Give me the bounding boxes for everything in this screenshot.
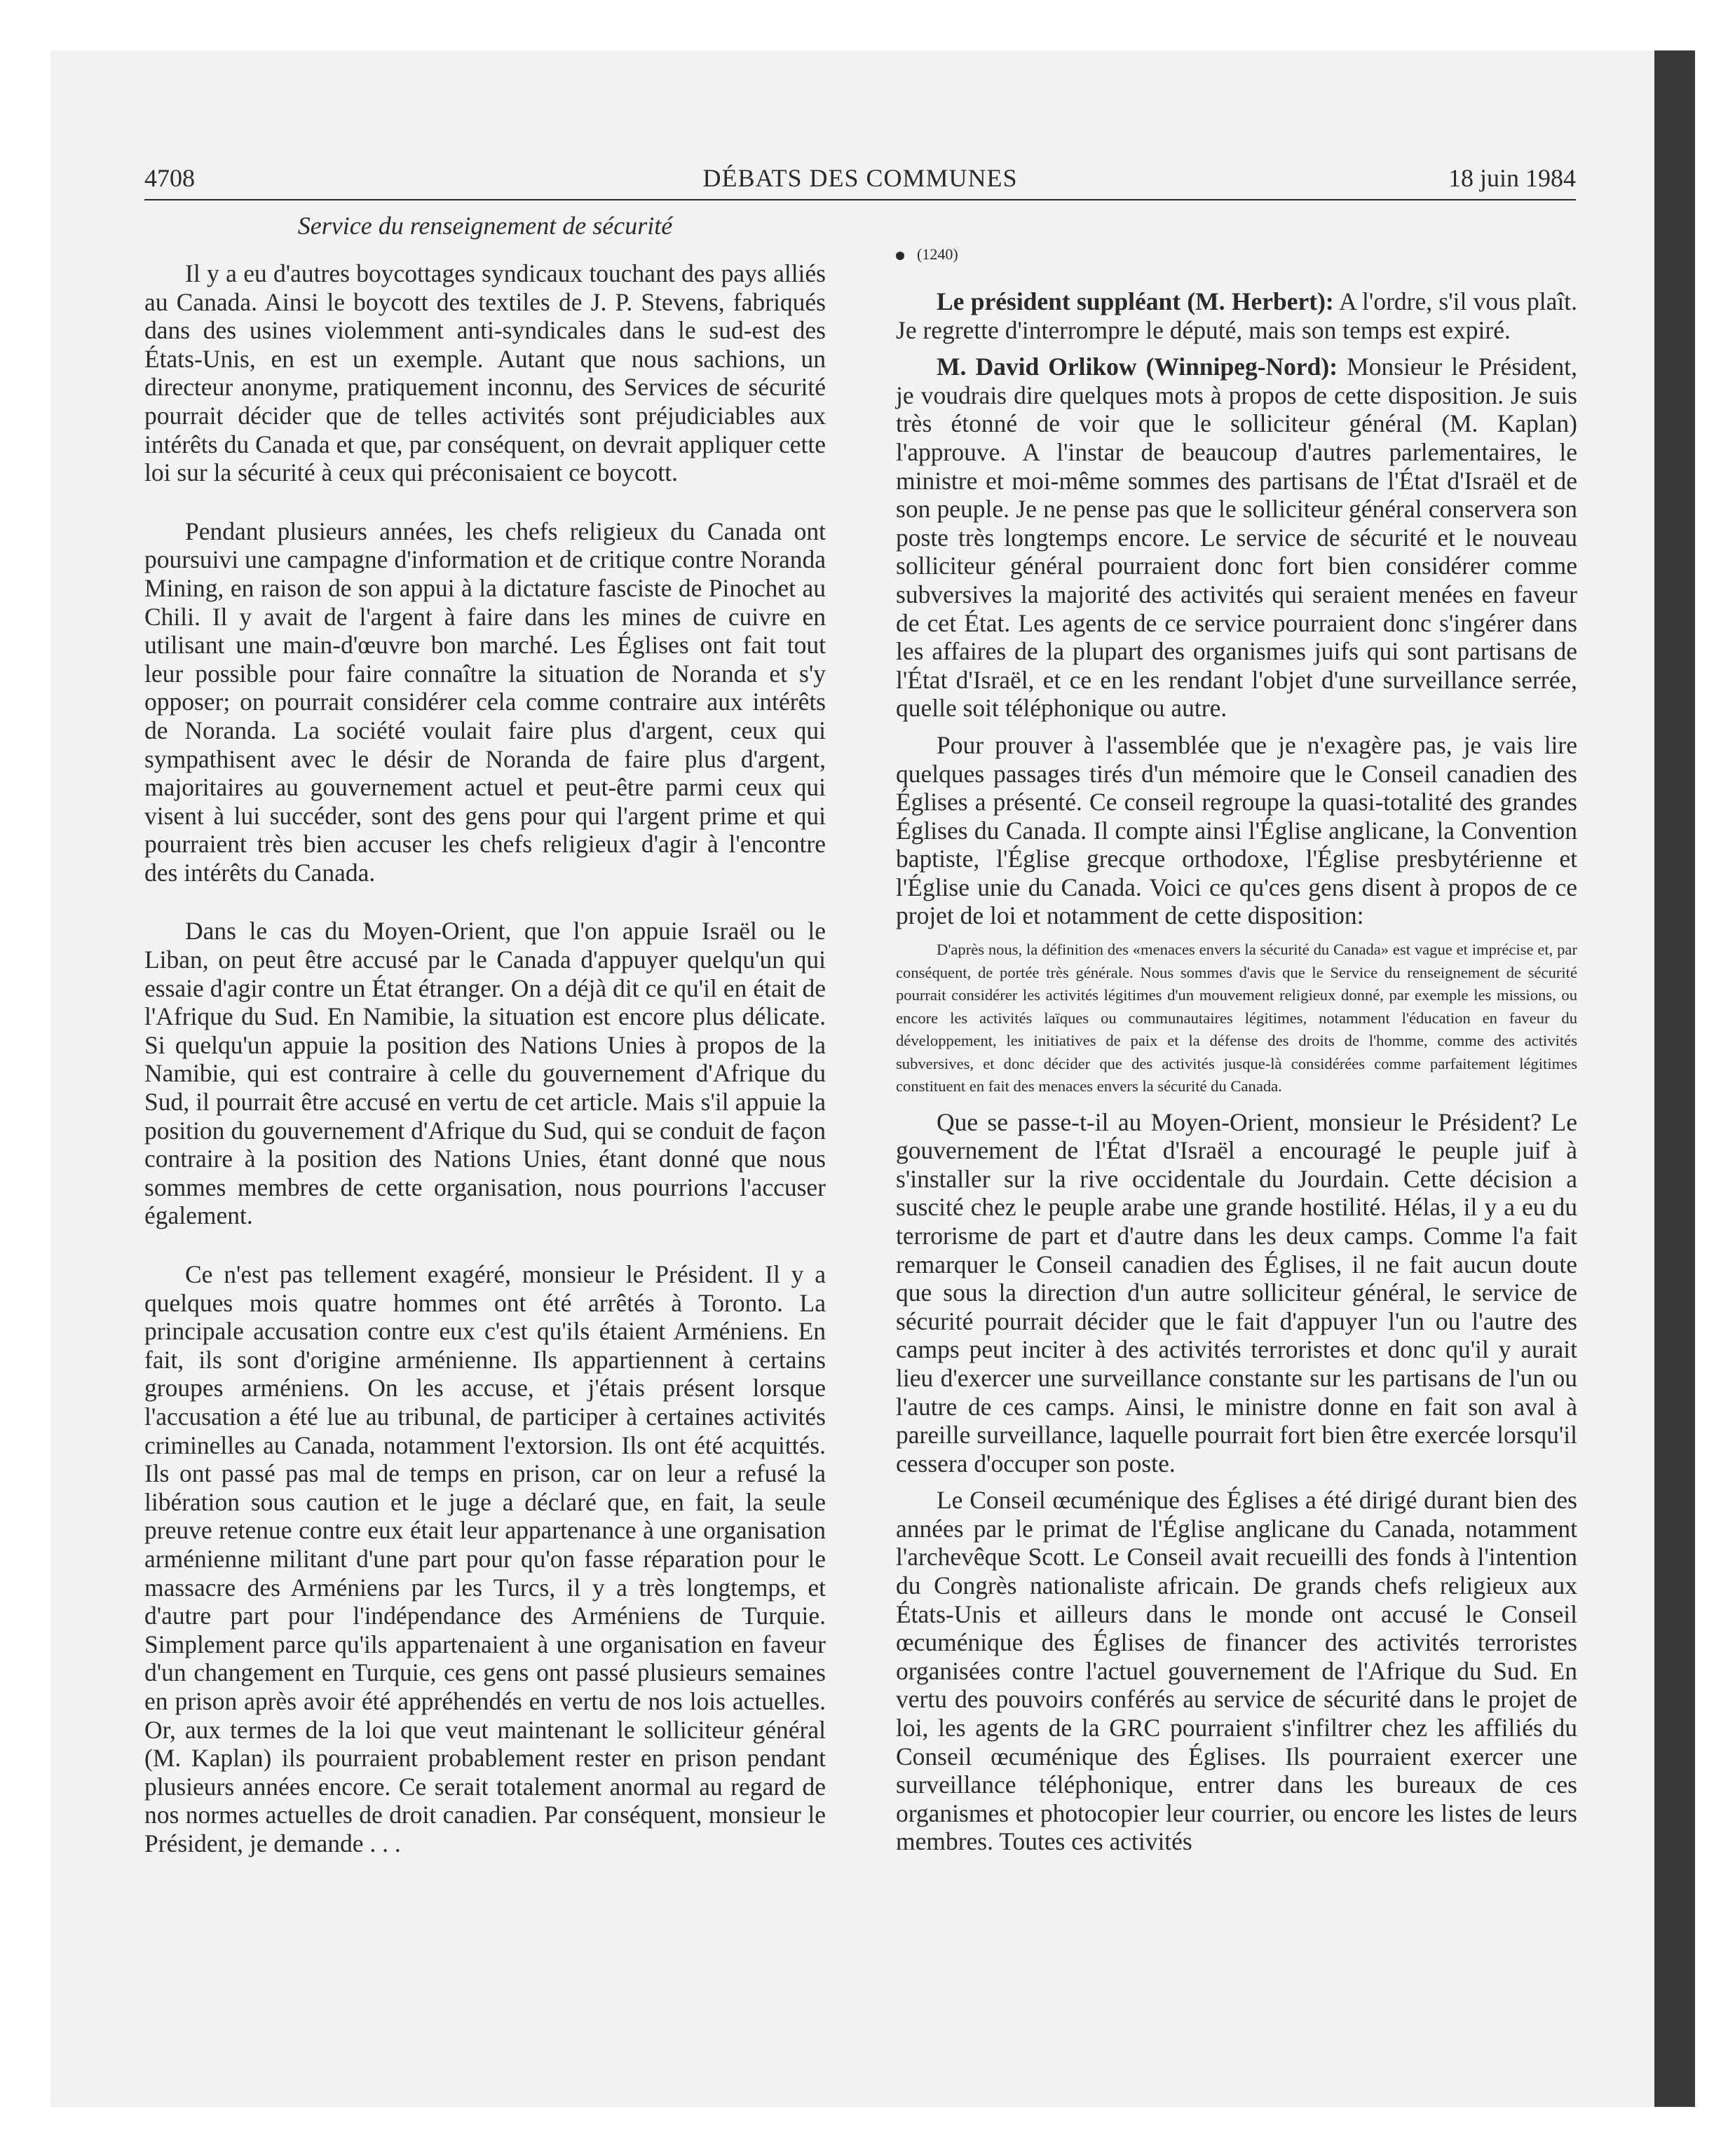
paragraph: Ce n'est pas tellement exagéré, monsieur le Président. Il y a quelques mois quatre hommes ont été arrêtés à Toronto. La principale accusation contre eux c'est qu'ils étaient Arméniens. En fait, ils sont d'origine arménienne. Ils appartiennent à certains groupes arméniens. On les accuse, et j'étais présent lorsque l'accusation a été lue au tribunal, de participer à certaines activités criminelles au Canada, notamment l'extorsion. Ils ont été acquittés. Ils ont passé pas mal de temps en prison, car on leur a refusé la libération sous caution et le juge a déclaré que, en fait, la seule preuve retenue contre eux était leur appartenance à une organisation arménienne militant d'une part pour qu'on fasse réparation pour le massacre des Arméniens par les Turcs, il y a très longtemps, et d'autre part pour l'indépendance des Arméniens de Turquie. Simplement parce qu'ils appartenaient à une organisation en faveur d'un changement en Turquie, ces gens ont passé plusieurs semaines en prison après avoir été appréhendés en vertu de nos lois actuelles. Or, aux termes de la loi que veut maintenant le solliciteur général (M. Kaplan) ils pourraient probablement rester en prison pendant plusieurs années encore. Ce serait totalement anormal au regard de nos normes actuelles de droit canadien. Par conséquent, monsieur le Président, je demande . . . (144, 1260, 826, 1857)
speech-text: Monsieur le Président, je voudrais dire quelques mots à propos de cette disposition. Je suis très étonné de voir que le solliciteur général (M. Kaplan) l'approuve. A l'instar de beaucoup d'autres parlementaires, le ministre et moi-même sommes des partisans de l'État d'Israël et de son peuple. Je ne pense pas que le solliciteur général conservera son poste très longtemps encore. Le service de sécurité et le nouveau solliciteur général pourraient donc fort bien considérer comme subversives la majorité des activités qui seraient menées en faveur de cet État. Les agents de ce service pourraient donc s'ingérer dans les affaires de la plupart des organismes juifs qui sont partisans de l'État d'Israël, et ce en les rendant l'objet d'une surveillance serrée, quelle soit téléphonique ou autre. (896, 353, 1577, 723)
bullet-icon (896, 252, 904, 260)
document-page (144, 161, 1576, 2054)
scan-edge-bar (1654, 50, 1695, 2107)
header-rule (144, 199, 1576, 200)
paragraph: Il y a eu d'autres boycottages syndicaux touchant des pays alliés au Canada. Ainsi le boycott des textiles de J. P. Stevens, fabriqués dans des usines violemment anti-syndicales dans le sud-est des États-Unis, en est un exemple. Autant que nous sachions, un directeur anonyme, pratiquement inconnu, des Services de sécurité pourrait décider que de telles activités sont préjudiciables aux intérêts du Canada et que, par conséquent, on devrait appliquer cette loi sur la sécurité à ceux qui préconisaient ce boycott. (144, 259, 826, 487)
publication-title: DÉBATS DES COMMUNES (702, 164, 1018, 192)
time-marker (896, 244, 1577, 265)
paragraph: Pour prouver à l'assemblée que je n'exagère pas, je vais lire quelques passages tirés d'un mémoire que le Conseil canadien des Églises a présenté. Ce conseil regroupe la quasi-totalité des grandes Églises du Canada. Il compte ainsi l'Église anglicane, la Convention baptiste, l'Église grecque orthodoxe, l'Église presbytérienne et l'Église unie du Canada. Voici ce qu'ces gens disent à propos de ce projet de loi et notamment de cette disposition: (896, 730, 1577, 930)
speaker-name: M. David Orlikow (Winnipeg-Nord): (937, 353, 1338, 381)
left-column (144, 209, 826, 1888)
speech-paragraph (896, 353, 1577, 723)
speech-paragraph (896, 287, 1577, 344)
paragraph: Dans le cas du Moyen-Orient, que l'on appuie Israël ou le Liban, on peut être accusé par le Canada d'appuyer quelqu'un qui essaie d'agir contre un État étranger. On a déjà dit ce qu'il en était de l'Afrique du Sud. En Namibie, la situation est encore plus délicate. Si quelqu'un appuie la position des Nations Unies à propos de la Namibie, qui est contraire à celle du gouvernement d'Afrique du Sud, il pourrait être accusé en vertu de cet article. Mais s'il appuie la position du gouvernement d'Afrique du Sud, qui se conduit de façon contraire à la position des Nations Unies, étant donné que nous sommes membres de cette organisation, nous pourrions l'accuser également. (144, 917, 826, 1230)
section-subheading: Service du renseignement de sécurité (297, 212, 673, 240)
time-marker-text: (1240) (917, 245, 958, 263)
page-header (144, 161, 1576, 195)
speech-text: A l'ordre, s'il vous plaît. Je regrette d'interrompre le député, mais son temps est expiré. (896, 287, 1577, 344)
page-date: 18 juin 1984 (1448, 164, 1576, 192)
paragraph: Pendant plusieurs années, les chefs religieux du Canada ont poursuivi une campagne d'information et de critique contre Noranda Mining, en raison de son appui à la dictature fasciste de Pinochet au Chili. Il y avait de l'argent à faire dans les mines de cuivre en utilisant une main-d'œuvre bon marché. Les Églises ont fait tout leur possible pour faire connaître la situation de Noranda et s'y opposer; on pourrait considérer cela comme contraire aux intérêts de Noranda. La société voulait faire plus d'argent, ceux qui sympathisent avec le désir de Noranda de faire plus d'argent, majoritaires au gouvernement actuel et peut-être parmi ceux qui visent à lui succéder, sont des gens pour qui l'argent prime et qui pourraient très bien accuser les chefs religieux d'agir à l'encontre des intérêts du Canada. (144, 517, 826, 887)
paragraph: Que se passe-t-il au Moyen-Orient, monsieur le Président? Le gouvernement de l'État d'Israël a encouragé le peuple juif à s'installer sur la rive occidentale du Jourdain. Cette décision a suscité chez le peuple arabe une grande hostilité. Hélas, il y a eu du terrorisme de part et d'autre dans les deux camps. Comme l'a fait remarquer le Conseil canadien des Églises, il ne fait aucun doute que sous la direction d'un autre solliciteur général, le service de sécurité pourrait décider que le fait d'appuyer l'un ou l'autre des camps peut inciter à des activités terroristes et donc qu'il y aurait lieu d'exercer une surveillance constante sur les partisans de l'un ou l'autre de ces camps. Ainsi, le ministre donne en fait son aval à pareille surveillance, laquelle pourrait fort bien être exercée lorsqu'il cessera d'occuper son poste. (896, 1107, 1577, 1478)
right-column (896, 244, 1577, 1864)
block-quote: D'après nous, la définition des «menaces envers la sécurité du Canada» est vague et imprécise et, par conséquent, de portée très générale. Nous sommes d'avis que le Service du renseignement de sécurité pourrait considérer les activités légitimes d'un mouvement religieux donné, par exemple les missions, ou encore les activités laïques ou communautaires légitimes, notamment l'éducation en faveur du développement, les initiatives de paix et la défense des droits de l'homme, comme des activités subversives, et donc décider que des activités jusque-là considérées comme parfaitement légitimes constituent en fait des menaces envers la sécurité du Canada. (896, 941, 1577, 1096)
page-number: 4708 (144, 164, 195, 192)
speaker-name: Le président suppléant (M. Herbert): (937, 287, 1334, 315)
paragraph: Le Conseil œcuménique des Églises a été dirigé durant bien des années par le primat de l'Église anglicane du Canada, notamment l'archevêque Scott. Le Conseil avait recueilli des fonds à l'intention du Congrès nationaliste africain. De grands chefs religieux aux États-Unis et ailleurs dans le monde ont accusé le Conseil œcuménique des Églises de financer des activités terroristes organisées contre l'actuel gouvernement de l'Afrique du Sud. En vertu des pouvoirs conférés au service de sécurité dans le projet de loi, les agents de la GRC pourraient s'infiltrer chez les affiliés du Conseil œcuménique des Églises. Ils pourraient exercer une surveillance téléphonique, entrer dans les bureaux de ces organismes et photocopier leur courrier, ou encore les listes de leurs membres. Toutes ces activités (896, 1486, 1577, 1856)
